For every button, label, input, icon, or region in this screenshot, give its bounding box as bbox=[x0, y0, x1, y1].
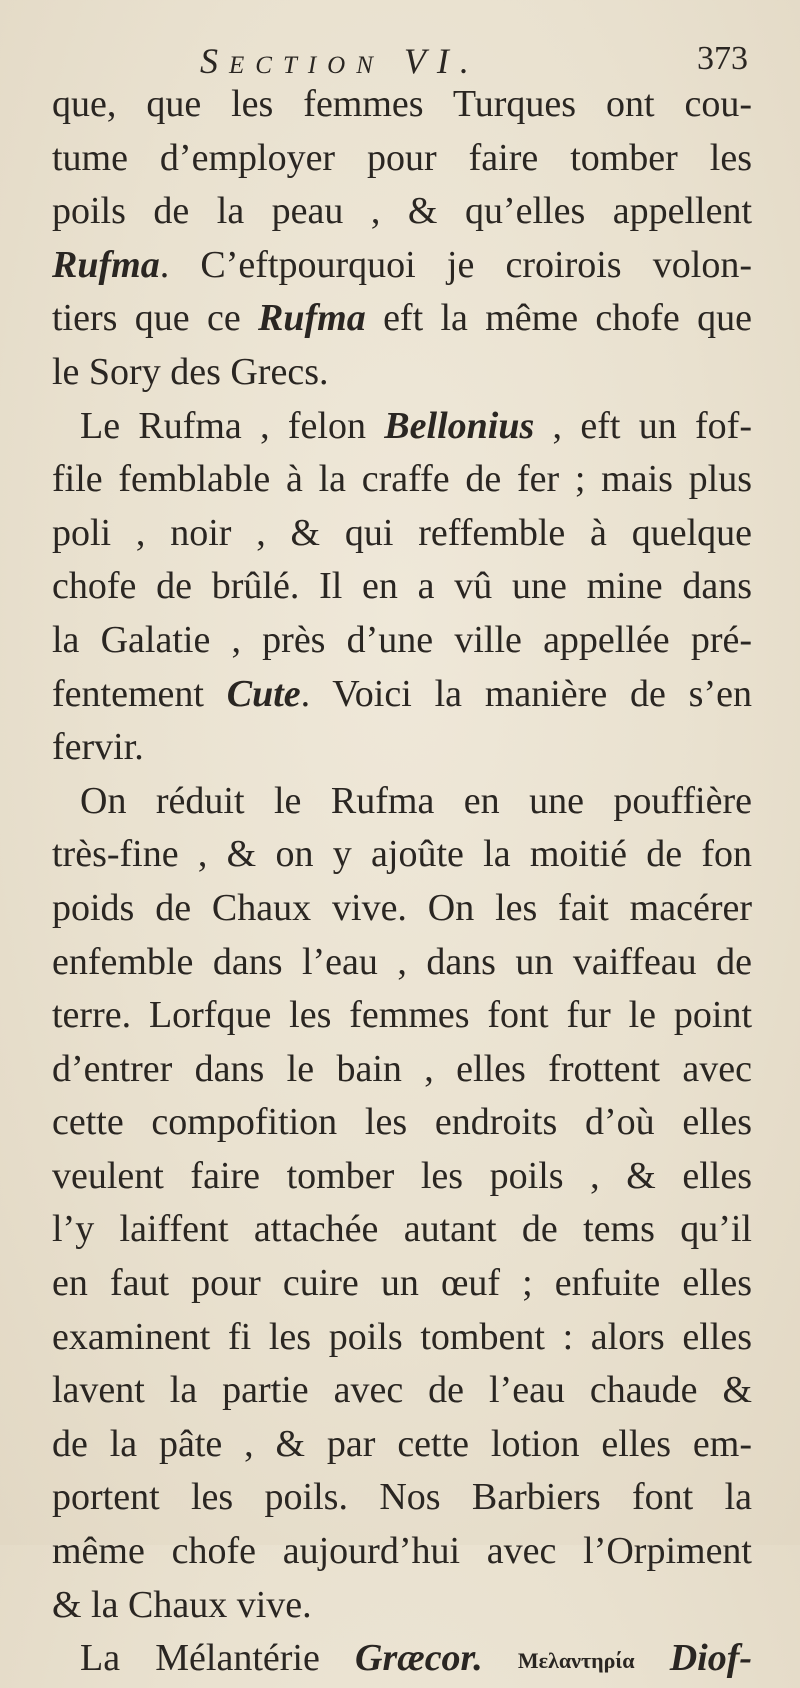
text-line: & la Chaux vive. bbox=[52, 1583, 312, 1626]
text-line: le Sory des Grecs. bbox=[52, 350, 329, 393]
text-line bbox=[52, 400, 752, 454]
text-line: lavent la partie avec de l’eau chaude & bbox=[52, 1369, 752, 1412]
text-line: veulent faire tomber les poils , & elles bbox=[52, 1154, 752, 1197]
running-head: Section VI. bbox=[200, 41, 480, 81]
text-line bbox=[52, 668, 752, 722]
text-line: terre. Lorfque les femmes font fur le point bbox=[52, 994, 752, 1037]
italic-term: Græcor. bbox=[355, 1637, 483, 1680]
italic-term: Rufma bbox=[52, 243, 160, 286]
text-segment: fentement bbox=[52, 672, 227, 715]
italic-term: Rufma bbox=[258, 297, 366, 340]
text-segment bbox=[635, 1637, 670, 1679]
text-line: même chofe aujourd’hui avec l’Orpiment bbox=[52, 1530, 752, 1573]
text-segment: , eft un fof- bbox=[534, 404, 752, 447]
text-segment: tiers que ce bbox=[52, 297, 259, 340]
text-line: poids de Chaux vive. On les fait macérer bbox=[52, 886, 752, 929]
text-line: en faut pour cuire un œuf ; enfuite elles bbox=[52, 1262, 752, 1305]
text-line: poils de la peau , & qu’elles appellent bbox=[52, 190, 752, 233]
text-line: file femblable à la craffe de fer ; mais plus bbox=[52, 458, 752, 501]
text-segment bbox=[483, 1637, 518, 1679]
text-line: On réduit le Rufma en une pouffière bbox=[80, 779, 752, 822]
text-segment: . Voici la manière de s’en bbox=[300, 672, 752, 715]
greek-term: Μελαντηρία bbox=[517, 1648, 635, 1674]
text-segment: Le Rufma , felon bbox=[80, 404, 385, 447]
text-line: que, que les femmes Turques ont cou- bbox=[52, 83, 752, 125]
text-line: d’entrer dans le bain , elles frottent avec bbox=[52, 1047, 752, 1090]
text-line: cette compofition les endroits d’où elles bbox=[52, 1101, 752, 1144]
text-line: de la pâte , & par cette lotion elles em- bbox=[52, 1422, 752, 1465]
text-line: tume d’employer pour faire tomber les bbox=[52, 136, 752, 179]
page-number: 373 bbox=[697, 40, 748, 77]
text-line: fervir. bbox=[52, 726, 144, 769]
text-segment: La Mélantérie bbox=[80, 1637, 356, 1680]
text-segment: eft la même chofe que bbox=[365, 297, 752, 340]
text-line: la Galatie , près d’une ville appellée pré- bbox=[52, 618, 752, 661]
text-line: examinent fi les poils tombent : alors elles bbox=[52, 1315, 752, 1358]
text-line bbox=[52, 239, 752, 293]
text-segment: . C’eftpourquoi je croirois volon- bbox=[159, 243, 752, 286]
body-text bbox=[52, 78, 752, 1686]
text-line bbox=[52, 292, 752, 346]
text-line: enfemble dans l’eau , dans un vaiffeau de bbox=[52, 940, 752, 983]
italic-term: Bellonius bbox=[384, 404, 535, 447]
italic-term: Cute bbox=[226, 672, 301, 715]
text-line: chofe de brûlé. Il en a vû une mine dans bbox=[52, 565, 752, 608]
text-line: très-fine , & on y ajoûte la moitié de fon bbox=[52, 833, 752, 876]
italic-term: Diof- bbox=[669, 1637, 752, 1680]
text-line: poli , noir , & qui reffemble à quelque bbox=[52, 511, 752, 554]
text-line: portent les poils. Nos Barbiers font la bbox=[52, 1476, 752, 1519]
text-line: l’y laiffent attachée autant de tems qu’il bbox=[52, 1208, 752, 1251]
text-line bbox=[52, 1632, 752, 1686]
